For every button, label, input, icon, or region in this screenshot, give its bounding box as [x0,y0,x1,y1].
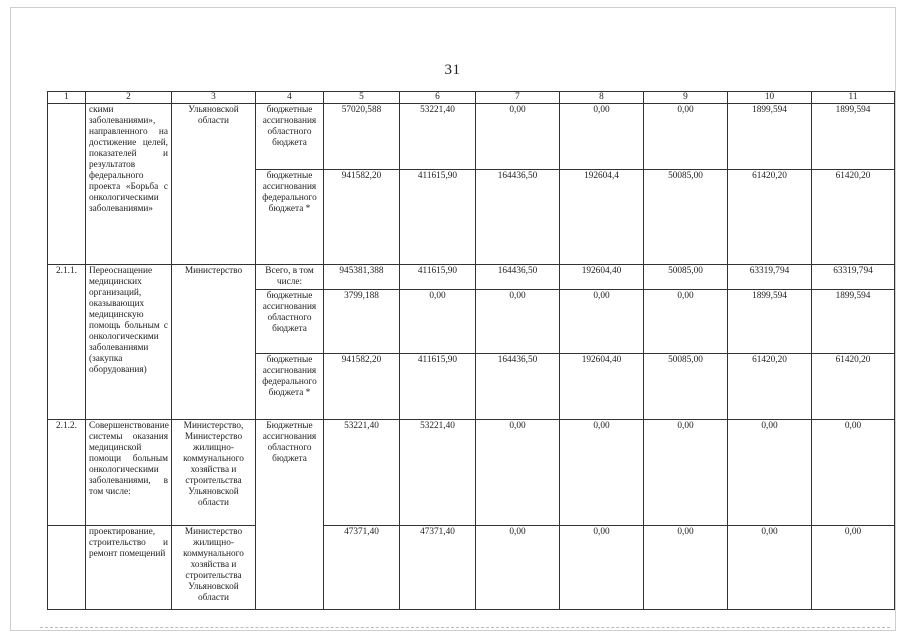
value-cell: 1899,594 [728,290,812,354]
value-cell: 411615,90 [400,354,476,420]
value-cell: 411615,90 [400,170,476,265]
value-cell: 941582,20 [324,170,400,265]
funding-source: бюджетные ассигнования областного бюджета [256,290,324,354]
value-cell: 63319,794 [728,265,812,290]
value-cell: 164436,50 [476,354,560,420]
value-cell: 0,00 [560,526,644,610]
header-cell: 8 [560,92,644,104]
funding-source: Бюджетные ассигнования областного бюджета [256,420,324,610]
value-cell: 192604,40 [560,265,644,290]
item-number: 2.1.2. [48,420,86,526]
value-cell: 61420,20 [728,354,812,420]
value-cell: 0,00 [476,290,560,354]
value-cell: 53221,40 [324,420,400,526]
page-number: 31 [444,62,461,78]
value-cell: 0,00 [644,290,728,354]
value-cell: 941582,20 [324,354,400,420]
header-cell: 2 [86,92,172,104]
value-cell: 0,00 [812,420,895,526]
value-cell: 53221,40 [400,104,476,170]
value-cell: 50085,00 [644,354,728,420]
value-cell: 57020,588 [324,104,400,170]
item-executor: Министерство [172,265,256,420]
value-cell: 192604,40 [560,354,644,420]
item-name: Совершенствование системы оказания медицинской помощи больным онкологическими заболеваниями, в том числе: [86,420,172,526]
value-cell: 411615,90 [400,265,476,290]
item-name: Переоснащение медицинских организаций, оказывающих медицинскую помощь больным с онкологическими заболеваниями (закупка оборудования) [86,265,172,420]
table-row [48,526,895,610]
header-cell: 11 [812,92,895,104]
budget-table [47,91,895,610]
value-cell: 0,00 [400,290,476,354]
value-cell: 61420,20 [728,170,812,265]
header-row [48,92,895,104]
value-cell: 3799,188 [324,290,400,354]
value-cell: 53221,40 [400,420,476,526]
header-cell: 9 [644,92,728,104]
value-cell: 0,00 [560,420,644,526]
value-cell: 0,00 [644,420,728,526]
header-cell: 3 [172,92,256,104]
header-cell: 1 [48,92,86,104]
value-cell: 192604,4 [560,170,644,265]
table-row [48,265,895,290]
value-cell: 0,00 [560,290,644,354]
value-cell: 1899,594 [728,104,812,170]
item-executor: Ульяновской области [172,104,256,265]
funding-source: бюджетные ассигнования областного бюджета [256,104,324,170]
value-cell: 47371,40 [324,526,400,610]
item-number: 2.1.1. [48,265,86,420]
value-cell: 0,00 [476,104,560,170]
value-cell: 0,00 [476,526,560,610]
value-cell: 61420,20 [812,170,895,265]
value-cell: 0,00 [644,104,728,170]
header-cell: 6 [400,92,476,104]
value-cell: 63319,794 [812,265,895,290]
value-cell: 164436,50 [476,170,560,265]
item-executor: Министерство, Министерство жилищно-коммунального хозяйства и строительства Ульяновской области [172,420,256,526]
funding-source: Всего, в том числе: [256,265,324,290]
value-cell: 0,00 [476,420,560,526]
value-cell: 50085,00 [644,265,728,290]
value-cell: 1899,594 [812,290,895,354]
item-name: проектирование, строительство и ремонт помещений [86,526,172,610]
value-cell: 0,00 [728,526,812,610]
item-number [48,526,86,610]
scan-edge [40,627,890,629]
item-name: скими заболеваниями», направленного на достижение целей, показателей и результатов федерального проекта «Борьба с онкологическими заболеваниями» [86,104,172,265]
header-cell: 10 [728,92,812,104]
value-cell: 1899,594 [812,104,895,170]
funding-source: бюджетные ассигнования федерального бюджета * [256,354,324,420]
value-cell: 164436,50 [476,265,560,290]
item-number [48,104,86,265]
funding-source: бюджетные ассигнования федерального бюджета * [256,170,324,265]
value-cell: 0,00 [560,104,644,170]
value-cell: 0,00 [644,526,728,610]
header-cell: 5 [324,92,400,104]
value-cell: 61420,20 [812,354,895,420]
table-row [48,104,895,170]
table-row [48,420,895,526]
value-cell: 50085,00 [644,170,728,265]
value-cell: 945381,388 [324,265,400,290]
value-cell: 0,00 [812,526,895,610]
header-cell: 7 [476,92,560,104]
header-cell: 4 [256,92,324,104]
value-cell: 47371,40 [400,526,476,610]
item-executor: Министерство жилищно-коммунального хозяйства и строительства Ульяновской области [172,526,256,610]
value-cell: 0,00 [728,420,812,526]
